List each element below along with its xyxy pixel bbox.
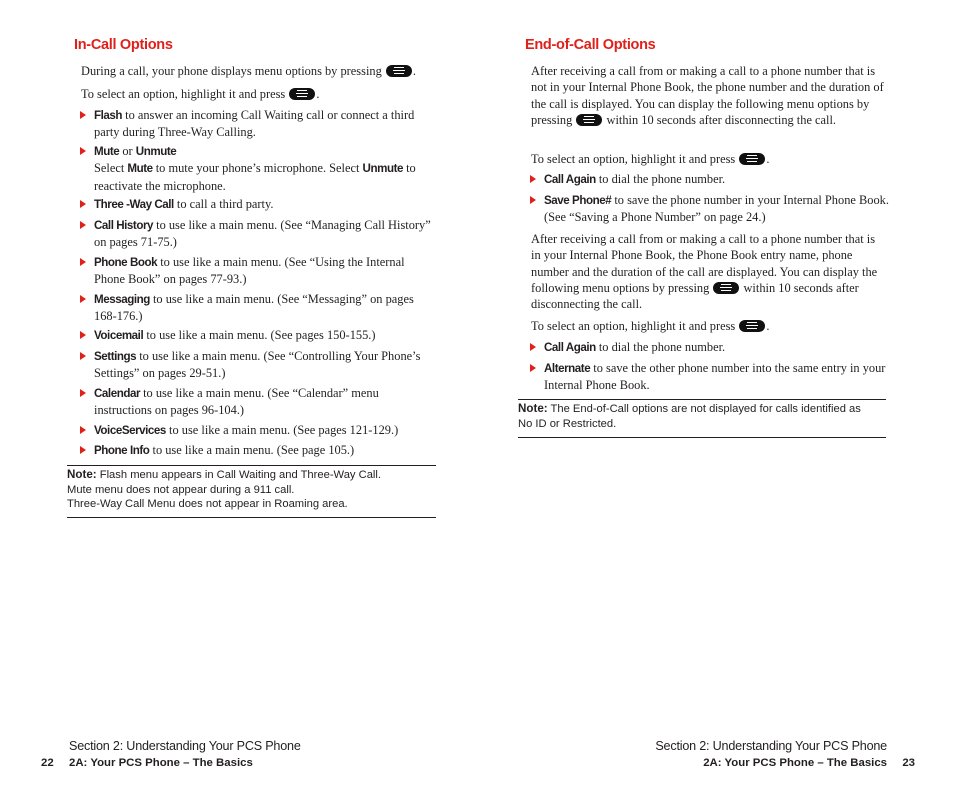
list-item-alternate: Alternate to save the other phone number into the same entry in your Internal Phone Book. — [544, 360, 889, 394]
menu-ok-key-icon — [386, 65, 412, 77]
right-footer-chapter: 2A: Your PCS Phone – The Basics — [703, 757, 887, 769]
triangle-bullet-icon — [80, 426, 86, 434]
select-instruction-1: To select an option, highlight it and press . — [531, 152, 770, 166]
triangle-bullet-icon — [80, 352, 86, 360]
list-item-flash: Flash to answer an incoming Call Waiting call or connect a third party during Three-Way Calling. — [94, 107, 436, 141]
end-of-call-note: Note: The End-of-Call options are not displayed for calls identified as No ID or Restricted. — [518, 399, 886, 438]
not-in-phonebook-paragraph: After receiving a call from or making a call to a phone number that is not in your Internal Phone Book, the phone number and the duration of the call is displayed. You can display the following menu options by pressing within 10 seconds after disconnecting the call. — [531, 64, 884, 127]
menu-ok-key-icon — [713, 282, 739, 294]
menu-ok-key-icon — [576, 114, 602, 126]
left-footer-section: Section 2: Understanding Your PCS Phone — [69, 739, 301, 753]
in-phonebook-paragraph: After receiving a call from or making a call to a phone number that is in your Internal Phone Book, the Phone Book entry name, phone number and the duration of the call are displayed. You can display the following menu options by pressing within 10 seconds after disconnecting the call. — [531, 232, 878, 312]
list-item-call-history: Call History to use like a main menu. (See “Managing Call History” on pages 71-75.) — [94, 217, 436, 251]
list-item-call-again: Call Again to dial the phone number. — [544, 171, 889, 188]
list-item-voicemail: Voicemail to use like a main menu. (See pages 150-155.) — [94, 327, 436, 344]
in-call-note: Note: Flash menu appears in Call Waiting and Three-Way Call. Mute menu does not appear during a 911 call. Three-Way Call Menu does not appear in Roaming area. — [67, 465, 436, 518]
list-item-save-phone: Save Phone# to save the phone number in your Internal Phone Book. (See “Saving a Phone Number” on page 24.) — [544, 192, 889, 226]
triangle-bullet-icon — [80, 111, 86, 119]
list-item-phone-book: Phone Book to use like a main menu. (See “Using the Internal Phone Book” on pages 77-93.) — [94, 254, 436, 288]
triangle-bullet-icon — [80, 295, 86, 303]
left-footer-chapter: 2A: Your PCS Phone – The Basics — [69, 757, 253, 769]
select-instruction-2: To select an option, highlight it and press . — [531, 319, 770, 333]
triangle-bullet-icon — [80, 331, 86, 339]
menu-ok-key-icon — [739, 153, 765, 165]
in-call-options-heading: In-Call Options — [74, 37, 173, 53]
triangle-bullet-icon — [530, 175, 536, 183]
right-footer-section: Section 2: Understanding Your PCS Phone — [655, 739, 887, 753]
triangle-bullet-icon — [80, 258, 86, 266]
intro-paragraph: During a call, your phone displays menu options by pressing . — [81, 64, 416, 78]
list-item-calendar: Calendar to use like a main menu. (See “Calendar” menu instructions on pages 96-104.) — [94, 385, 436, 419]
left-page-number: 22 — [41, 757, 54, 769]
triangle-bullet-icon — [80, 389, 86, 397]
list-item-voiceservices: VoiceServices to use like a main menu. (See pages 121-129.) — [94, 422, 436, 439]
menu-ok-key-icon — [739, 320, 765, 332]
triangle-bullet-icon — [530, 364, 536, 372]
triangle-bullet-icon — [80, 221, 86, 229]
triangle-bullet-icon — [80, 147, 86, 155]
list-item-mute: Mute or Unmute Select Mute to mute your phone’s microphone. Select Unmute to reactivate the microphone. — [94, 143, 436, 194]
end-of-call-options-heading: End-of-Call Options — [525, 37, 656, 53]
right-page-number: 23 — [902, 757, 915, 769]
list-item-phone-info: Phone Info to use like a main menu. (See page 105.) — [94, 442, 436, 459]
triangle-bullet-icon — [530, 343, 536, 351]
list-item-call-again-2: Call Again to dial the phone number. — [544, 339, 889, 356]
select-instruction: To select an option, highlight it and press . — [81, 87, 320, 101]
menu-ok-key-icon — [289, 88, 315, 100]
triangle-bullet-icon — [530, 196, 536, 204]
list-item-settings: Settings to use like a main menu. (See “Controlling Your Phone’s Settings” on pages 29-51.) — [94, 348, 436, 382]
triangle-bullet-icon — [80, 446, 86, 454]
list-item-messaging: Messaging to use like a main menu. (See “Messaging” on pages 168-176.) — [94, 291, 436, 325]
list-item-three-way-call: Three -Way Call to call a third party. — [94, 196, 436, 213]
triangle-bullet-icon — [80, 200, 86, 208]
